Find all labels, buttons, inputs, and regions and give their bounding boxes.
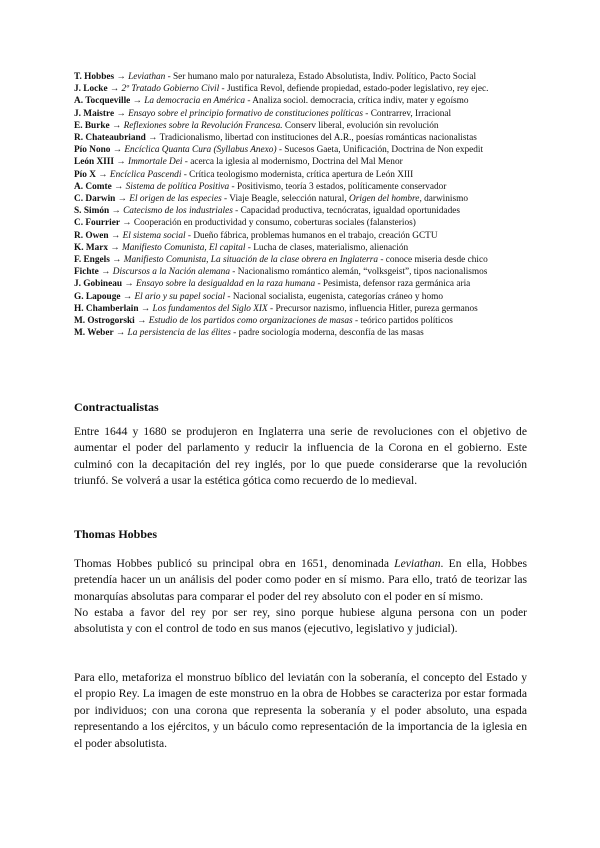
work-title: Immortale Dei: [128, 157, 183, 168]
arrow-icon: →: [98, 169, 108, 180]
list-item: [74, 205, 534, 217]
description: , darwinismo: [419, 194, 468, 205]
arrow-icon: →: [116, 72, 126, 82]
author-name: J. Locke: [74, 84, 108, 95]
work-title: Discursos a la Nación alemana: [112, 267, 230, 278]
arrow-icon: →: [117, 194, 127, 205]
author-name: Pío X: [74, 169, 96, 180]
description: - Justifica Revol, defiende propiedad, estado-poder legislativo, rey ejec.: [219, 84, 489, 95]
description: - Dueño fábrica, problemas humanos en el trabajo, creación GCTU: [185, 230, 438, 241]
work-title: Origen del hombre: [349, 194, 420, 205]
description: - Precursor nazismo, influencia Hitler, pureza germanos: [267, 303, 478, 314]
author-name: C. Fourrier: [74, 218, 120, 229]
arrow-icon: →: [148, 133, 158, 144]
arrow-icon: →: [132, 96, 142, 107]
author-name: M. Weber: [74, 328, 114, 339]
list-item: [74, 156, 534, 168]
arrow-icon: →: [115, 328, 126, 339]
description: - Nacional socialista, eugenista, categorías cráneo y homo: [225, 291, 443, 302]
arrow-icon: →: [137, 316, 147, 327]
description: - padre sociología moderna, desconfía de las masas: [230, 328, 424, 339]
description: Conserv liberal, evolución sin revolución: [282, 120, 439, 131]
arrow-icon: →: [101, 267, 111, 278]
list-item: [74, 144, 534, 156]
description: - Positivismo, teoría 3 estados, políticamente conservador: [229, 181, 447, 192]
author-name: Pío Nono: [74, 145, 111, 156]
section-heading-thomas-hobbes: Thomas Hobbes: [74, 527, 158, 541]
work-title: El origen de las especies: [129, 194, 222, 205]
list-item: [74, 71, 534, 83]
work-title: Ensayo sobre el principio formativo de constituciones políticas: [128, 108, 363, 119]
arrow-icon: →: [111, 120, 122, 131]
list-item: [74, 266, 534, 278]
list-item: [74, 193, 534, 205]
list-item: [74, 95, 534, 107]
arrow-icon: →: [112, 255, 122, 266]
list-item: [74, 108, 534, 120]
author-name: C. Darwin: [74, 194, 116, 205]
arrow-icon: →: [114, 181, 124, 192]
description: - Lucha de clases, materialismo, alienación: [245, 242, 409, 253]
author-name: K. Marx: [74, 242, 109, 253]
description: - Ser humano malo por naturaleza, Estado Absolutista, Indiv. Político, Pacto Social: [165, 72, 477, 82]
paragraph-hobbes-1: [74, 556, 527, 605]
author-name: T. Hobbes: [74, 72, 115, 82]
description: - conoce miseria desde chico: [378, 255, 488, 266]
description: - Viaje Beagle, selección natural,: [221, 194, 350, 205]
work-title: Encíclica Quanta Cura (Syllabus Anexo): [124, 145, 277, 156]
description: - teórico partidos políticos: [352, 316, 453, 327]
description: - Nacionalismo romántico alemán, “volksgeist”, tipos nacionalismos: [229, 267, 488, 278]
arrow-icon: →: [111, 206, 121, 217]
work-title: Los fundamentos del Siglo XIX: [152, 303, 268, 314]
work-title: Leviathan: [128, 72, 166, 82]
arrow-icon: →: [122, 218, 132, 229]
description: - Contrarrev, Irracional: [362, 108, 452, 119]
author-name: A. Tocqueville: [74, 96, 131, 107]
section-heading-contractualistas: Contractualistas: [74, 400, 159, 414]
list-item: [74, 242, 534, 254]
list-item: [74, 254, 534, 266]
arrow-icon: →: [109, 84, 120, 95]
text: . En ella, Hobbes pretendía hacer un un análisis del poder como poder en sí mismo. Para ello, trató de teorizar las monarquías absolutas para comparar el poder del rey absoluto con el poder en sí mismo.: [74, 557, 527, 603]
list-item: [74, 132, 534, 144]
list-item: [74, 217, 534, 229]
work-title: Ensayo sobre la desigualdad en la raza humana: [136, 279, 316, 290]
description: - acerca la iglesia al modernismo, Doctrina del Mal Menor: [182, 157, 403, 168]
author-name: J. Gobineau: [74, 279, 123, 290]
arrow-icon: →: [122, 291, 133, 302]
work-title: Manifiesto Comunista, El capital: [122, 242, 246, 253]
description: - Capacidad productiva, tecnócratas, igualdad oportunidades: [232, 206, 461, 217]
description: Tradicionalismo, libertad con instituciones del A.R., poesías románticas nacionalistas: [159, 133, 477, 144]
work-title: Sistema de política Positiva: [125, 181, 230, 192]
work-title: La democracia en América: [144, 96, 246, 107]
work-title: El sistema social: [122, 230, 186, 241]
author-name: León XIII: [74, 157, 115, 168]
arrow-icon: →: [112, 145, 123, 156]
list-item: [74, 230, 534, 242]
author-name: E. Burke: [74, 120, 110, 131]
list-item: [74, 327, 534, 339]
work-title: La persistencia de las élites: [127, 328, 231, 339]
list-item: [74, 120, 534, 132]
author-name: M. Ostrogorski: [74, 316, 135, 327]
arrow-icon: →: [110, 230, 121, 241]
text: Thomas Hobbes publicó su principal obra en 1651, denominada: [74, 557, 395, 570]
author-name: G. Lapouge: [74, 291, 121, 302]
arrow-icon: →: [116, 157, 126, 168]
author-name: A. Comte: [74, 181, 112, 192]
work-title: Manifiesto Comunista, La situación de la clase obrera en Inglaterra: [123, 255, 379, 266]
work-title: 2º Tratado Gobierno Civil: [121, 84, 220, 95]
author-name: Fichte: [74, 267, 99, 278]
work-title: El ario y su papel social: [134, 291, 226, 302]
description: - Analiza sociol. democracia, crítica indiv, mater y egoísmo: [245, 96, 469, 107]
author-name: S. Simón: [74, 206, 110, 217]
work-title: Estudio de los partidos como organizaciones de masas: [148, 316, 353, 327]
author-name: R. Chateaubriand: [74, 133, 146, 144]
author-name: H. Chamberlain: [74, 303, 139, 314]
list-item: [74, 291, 534, 303]
list-item: [74, 278, 534, 290]
work-title: Reflexiones sobre la Revolución Francesa.: [123, 120, 283, 131]
arrow-icon: →: [116, 108, 126, 119]
description: - Pesimista, defensor raza germánica aria: [315, 279, 471, 290]
list-item: [74, 303, 534, 315]
list-item: [74, 181, 534, 193]
author-name: J. Maistre: [74, 108, 115, 119]
list-item: [74, 83, 534, 95]
list-item: [74, 169, 534, 181]
leviathan-title: Leviathan: [394, 557, 441, 570]
author-name: F. Engels: [74, 255, 110, 266]
work-title: Encíclica Pascendi: [109, 169, 182, 180]
work-title: Catecismo de los industriales: [123, 206, 233, 217]
description: - Crítica teologismo modernista, crítica apertura de León XIII: [181, 169, 414, 180]
arrow-icon: →: [140, 303, 151, 314]
description: - Sucesos Gaeta, Unificación, Doctrina de Non expedit: [276, 145, 484, 156]
list-item: [74, 315, 534, 327]
author-works-list: [74, 71, 534, 339]
description: Cooperación en productividad y consumo, coberturas sociales (falansterios): [133, 218, 416, 229]
arrow-icon: →: [110, 242, 120, 253]
paragraph-hobbes-3: Para ello, metaforiza el monstruo bíblico del leviatán con la soberanía, el concepto del Estado y el propio Rey. La imagen de este monstruo en la obra de Hobbes se caracteriza por estar formada por individuos; con una corona que representa la soberanía y el poder absoluto, una espada representando a los ejércitos, y un báculo como representación de la importancia de la iglesia en el poder absolutista.: [74, 671, 527, 750]
arrow-icon: →: [124, 279, 134, 290]
author-name: R. Owen: [74, 230, 109, 241]
paragraph-hobbes-2: No estaba a favor del rey por ser rey, sino porque hubiese alguna persona con un poder absolutista y con el control de todo en sus manos (ejecutivo, legislativo y judicial).: [74, 606, 527, 636]
paragraph-contractualistas: Entre 1644 y 1680 se produjeron en Inglaterra una serie de revoluciones con el objetivo de aumentar el poder del parlamento y reducir la influencia de la Corona en el gobierno. Este culminó con la decapitación del rey inglés, por lo que puede considerarse que la revolución triunfó. Se volverá a usar la estética gótica como recuerdo de lo medieval.: [74, 425, 527, 488]
